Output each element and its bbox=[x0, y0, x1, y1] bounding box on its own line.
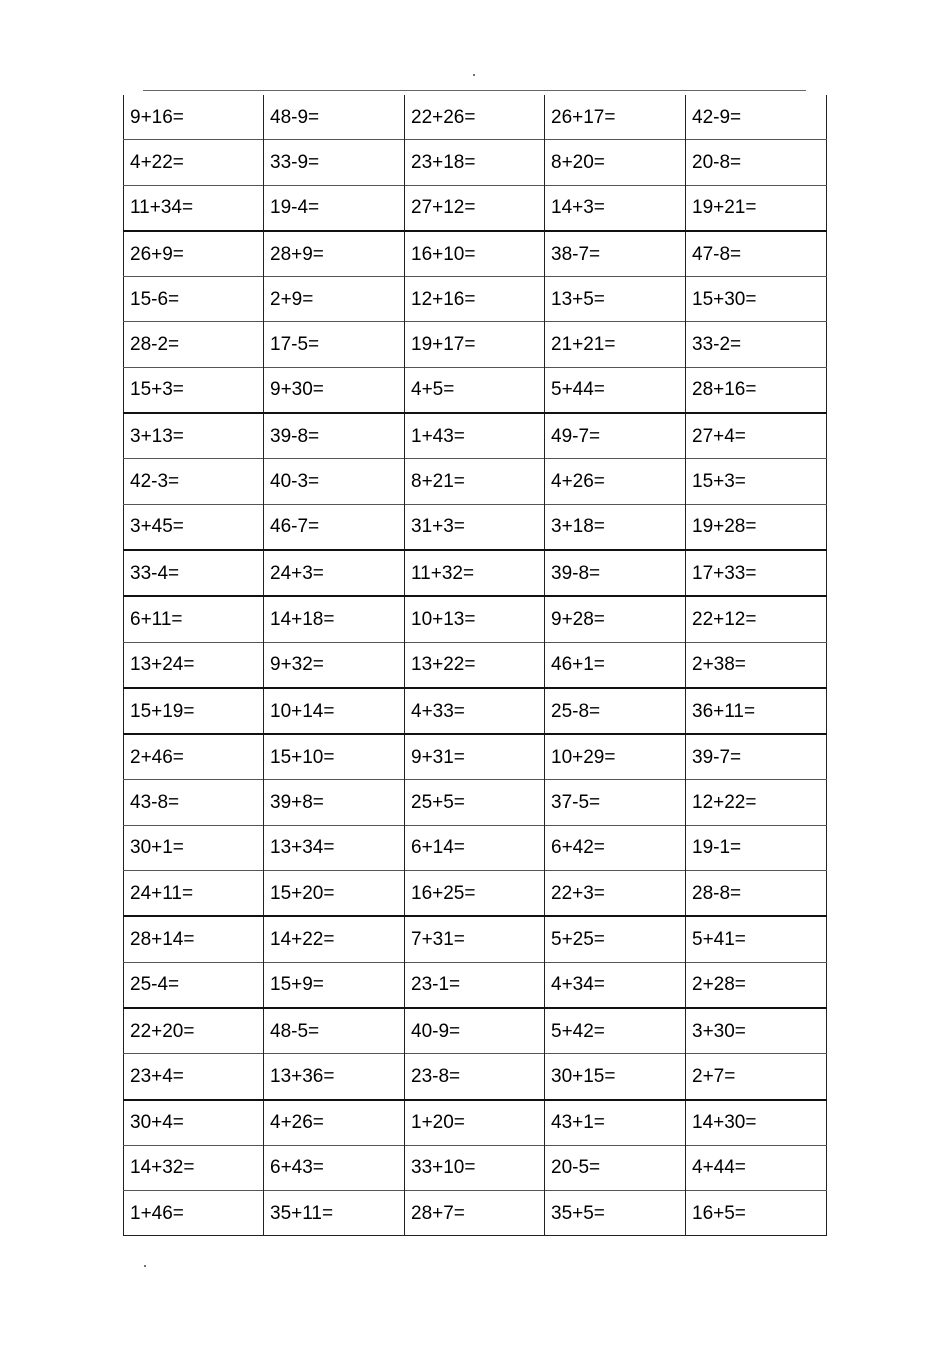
table-row bbox=[124, 231, 827, 277]
problem-cell: 9+30= bbox=[264, 367, 405, 413]
problem-cell: 23+18= bbox=[405, 140, 545, 185]
problem-cell: 12+22= bbox=[686, 780, 827, 825]
problem-cell: 15+10= bbox=[264, 734, 405, 780]
problem-cell: 2+38= bbox=[686, 642, 827, 688]
problem-cell: 16+5= bbox=[686, 1191, 827, 1236]
table-row bbox=[124, 780, 827, 825]
problem-cell: 10+29= bbox=[545, 734, 686, 780]
problem-cell: 11+34= bbox=[130, 197, 194, 219]
table-row bbox=[124, 504, 827, 550]
table-row bbox=[124, 550, 827, 596]
problem-cell: 25-8= bbox=[545, 688, 686, 734]
problem-cell: 31+3= bbox=[405, 504, 545, 550]
problem-cell: 25-4= bbox=[130, 974, 180, 996]
problem-cell: 9+16= bbox=[130, 106, 184, 128]
problem-cell: 10+14= bbox=[264, 688, 405, 734]
problem-cell: 37-5= bbox=[545, 780, 686, 825]
problem-cell: 15+3= bbox=[130, 379, 184, 401]
problem-cell: 11+32= bbox=[405, 550, 545, 596]
problem-cell: 28-8= bbox=[686, 871, 827, 917]
problem-cell: 5+42= bbox=[545, 1008, 686, 1054]
problem-cell: 8+21= bbox=[405, 459, 545, 504]
problem-cell: 33-4= bbox=[130, 562, 180, 584]
problem-cell: 4+33= bbox=[405, 688, 545, 734]
table-row bbox=[124, 1008, 827, 1054]
problem-cell: 42-9= bbox=[686, 95, 827, 140]
problem-cell: 4+34= bbox=[545, 962, 686, 1008]
problem-cell: 16+25= bbox=[405, 871, 545, 917]
problem-cell: 15+30= bbox=[686, 277, 827, 322]
problem-cell: 3+45= bbox=[130, 516, 184, 538]
problem-cell: 39-8= bbox=[264, 413, 405, 459]
problem-cell: 8+20= bbox=[545, 140, 686, 185]
problem-cell: 5+41= bbox=[686, 916, 827, 962]
problem-cell: 30+1= bbox=[130, 837, 184, 859]
problem-cell: 15-6= bbox=[130, 288, 180, 310]
problem-cell: 24+3= bbox=[264, 550, 405, 596]
problem-cell: 1+43= bbox=[405, 413, 545, 459]
problem-cell: 40-9= bbox=[405, 1008, 545, 1054]
problem-cell: 1+20= bbox=[405, 1100, 545, 1146]
problem-cell: 6+43= bbox=[264, 1145, 405, 1190]
problem-cell: 28+14= bbox=[130, 928, 195, 950]
problem-cell: 24+11= bbox=[130, 882, 194, 904]
arithmetic-worksheet-table bbox=[123, 95, 827, 1236]
header-rule bbox=[143, 90, 806, 91]
problem-cell: 19+17= bbox=[405, 322, 545, 367]
problem-cell: 22+3= bbox=[545, 871, 686, 917]
footer-dot bbox=[144, 1265, 146, 1267]
problem-cell: 13+22= bbox=[405, 642, 545, 688]
problem-cell: 19-1= bbox=[686, 825, 827, 870]
problem-cell: 38-7= bbox=[545, 231, 686, 277]
problem-cell: 7+31= bbox=[405, 916, 545, 962]
problem-cell: 39+8= bbox=[264, 780, 405, 825]
problem-cell: 19+28= bbox=[686, 504, 827, 550]
problem-cell: 19-4= bbox=[264, 185, 405, 231]
problem-cell: 39-8= bbox=[545, 550, 686, 596]
problem-cell: 20-5= bbox=[545, 1145, 686, 1190]
problem-cell: 3+13= bbox=[130, 425, 184, 447]
problem-cell: 26+17= bbox=[545, 95, 686, 140]
problem-cell: 27+12= bbox=[405, 185, 545, 231]
table-row bbox=[124, 642, 827, 688]
problem-cell: 21+21= bbox=[545, 322, 686, 367]
problem-cell: 1+46= bbox=[130, 1202, 184, 1224]
table-row bbox=[124, 1100, 827, 1146]
problem-cell: 13+5= bbox=[545, 277, 686, 322]
table-row bbox=[124, 1191, 827, 1236]
problem-cell: 27+4= bbox=[686, 413, 827, 459]
problem-cell: 4+5= bbox=[405, 367, 545, 413]
problem-cell: 2+28= bbox=[686, 962, 827, 1008]
problem-cell: 33-2= bbox=[686, 322, 827, 367]
problem-cell: 46+1= bbox=[545, 642, 686, 688]
problem-cell: 6+11= bbox=[130, 608, 183, 630]
problem-cell: 28+16= bbox=[686, 367, 827, 413]
table-row bbox=[124, 1054, 827, 1100]
problem-cell: 6+42= bbox=[545, 825, 686, 870]
table-row bbox=[124, 871, 827, 917]
problem-cell: 10+13= bbox=[405, 596, 545, 642]
problem-cell: 30+4= bbox=[130, 1112, 184, 1134]
problem-cell: 4+44= bbox=[686, 1145, 827, 1190]
problem-cell: 40-3= bbox=[264, 459, 405, 504]
problem-cell: 36+11= bbox=[686, 688, 827, 734]
problem-cell: 14+18= bbox=[264, 596, 405, 642]
problem-cell: 4+26= bbox=[545, 459, 686, 504]
problem-cell: 14+30= bbox=[686, 1100, 827, 1146]
problem-cell: 33+10= bbox=[405, 1145, 545, 1190]
problem-cell: 14+32= bbox=[130, 1157, 195, 1179]
problem-cell: 23+4= bbox=[130, 1065, 184, 1087]
table-row bbox=[124, 825, 827, 870]
table-row bbox=[124, 413, 827, 459]
problem-cell: 13+24= bbox=[130, 654, 195, 676]
problem-cell: 20-8= bbox=[686, 140, 827, 185]
problem-cell: 3+18= bbox=[545, 504, 686, 550]
problem-cell: 2+7= bbox=[686, 1054, 827, 1100]
problem-cell: 15+20= bbox=[264, 871, 405, 917]
table-row bbox=[124, 322, 827, 367]
problem-cell: 23-1= bbox=[405, 962, 545, 1008]
table-row bbox=[124, 277, 827, 322]
problem-cell: 43-8= bbox=[130, 792, 180, 814]
problem-cell: 22+12= bbox=[686, 596, 827, 642]
problem-cell: 22+20= bbox=[130, 1020, 195, 1042]
problem-cell: 5+25= bbox=[545, 916, 686, 962]
table-row bbox=[124, 185, 827, 231]
problem-cell: 42-3= bbox=[130, 471, 180, 493]
problem-cell: 16+10= bbox=[405, 231, 545, 277]
worksheet-body bbox=[124, 95, 827, 1236]
table-row bbox=[124, 140, 827, 185]
problem-cell: 15+9= bbox=[264, 962, 405, 1008]
problem-cell: 17+33= bbox=[686, 550, 827, 596]
problem-cell: 47-8= bbox=[686, 231, 827, 277]
table-row bbox=[124, 688, 827, 734]
problem-cell: 28+7= bbox=[405, 1191, 545, 1236]
problem-cell: 48-5= bbox=[264, 1008, 405, 1054]
problem-cell: 28+9= bbox=[264, 231, 405, 277]
problem-cell: 14+3= bbox=[545, 185, 686, 231]
problem-cell: 9+28= bbox=[545, 596, 686, 642]
problem-cell: 22+26= bbox=[405, 95, 545, 140]
problem-cell: 4+22= bbox=[130, 151, 184, 173]
table-row bbox=[124, 459, 827, 504]
problem-cell: 28-2= bbox=[130, 334, 180, 356]
problem-cell: 19+21= bbox=[686, 185, 827, 231]
problem-cell: 48-9= bbox=[264, 95, 405, 140]
table-row bbox=[124, 734, 827, 780]
problem-cell: 13+36= bbox=[264, 1054, 405, 1100]
table-row bbox=[124, 962, 827, 1008]
table-row bbox=[124, 95, 827, 140]
problem-cell: 33-9= bbox=[264, 140, 405, 185]
problem-cell: 17-5= bbox=[264, 322, 405, 367]
problem-cell: 2+46= bbox=[130, 746, 184, 768]
table-row bbox=[124, 1145, 827, 1190]
problem-cell: 6+14= bbox=[405, 825, 545, 870]
header-dot bbox=[473, 74, 475, 76]
problem-cell: 13+34= bbox=[264, 825, 405, 870]
problem-cell: 46-7= bbox=[264, 504, 405, 550]
problem-cell: 4+26= bbox=[264, 1100, 405, 1146]
problem-cell: 25+5= bbox=[405, 780, 545, 825]
problem-cell: 15+19= bbox=[130, 700, 195, 722]
problem-cell: 9+32= bbox=[264, 642, 405, 688]
problem-cell: 3+30= bbox=[686, 1008, 827, 1054]
problem-cell: 35+5= bbox=[545, 1191, 686, 1236]
problem-cell: 43+1= bbox=[545, 1100, 686, 1146]
problem-cell: 15+3= bbox=[686, 459, 827, 504]
problem-cell: 39-7= bbox=[686, 734, 827, 780]
table-row bbox=[124, 367, 827, 413]
table-row bbox=[124, 916, 827, 962]
problem-cell: 30+15= bbox=[545, 1054, 686, 1100]
problem-cell: 5+44= bbox=[545, 367, 686, 413]
problem-cell: 2+9= bbox=[264, 277, 405, 322]
table-row bbox=[124, 596, 827, 642]
problem-cell: 23-8= bbox=[405, 1054, 545, 1100]
problem-cell: 12+16= bbox=[405, 277, 545, 322]
problem-cell: 35+11= bbox=[264, 1191, 405, 1236]
problem-cell: 14+22= bbox=[264, 916, 405, 962]
problem-cell: 26+9= bbox=[130, 243, 184, 265]
problem-cell: 49-7= bbox=[545, 413, 686, 459]
problem-cell: 9+31= bbox=[405, 734, 545, 780]
